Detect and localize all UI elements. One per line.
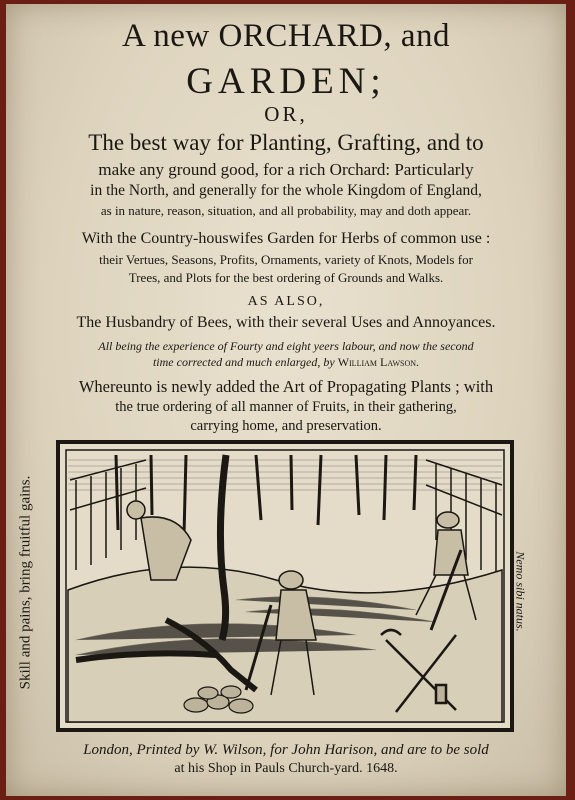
experience-line-2 xyxy=(6,355,566,370)
woodcut-illustration xyxy=(56,440,514,732)
also-heading: AS ALSO, xyxy=(247,294,325,309)
imprint-line-2: at his Shop in Pauls Church-yard. 1648. xyxy=(174,761,398,776)
title-line-3: OR, xyxy=(264,102,308,126)
experience-prefix: time corrected and much enlarged, by xyxy=(152,355,338,369)
garden-line-1: With the Country-houswifes Garden for Herbs of common use : xyxy=(81,230,491,247)
added-line-3: carrying home, and preservation. xyxy=(190,418,382,434)
added-line-2: the true ordering of all manner of Fruits, in their gathering, xyxy=(115,399,457,415)
garden-line-2: their Vertues, Seasons, Profits, Ornaments, variety of Knots, Models for xyxy=(99,252,473,267)
subtitle-line-1: The best way for Planting, Grafting, and to xyxy=(88,130,484,155)
subtitle-line-3: in the North, and generally for the whole Kingdom of England, xyxy=(90,182,482,199)
author-name: William Lawson. xyxy=(337,355,420,369)
title-page xyxy=(6,4,566,796)
motto-right: Nemo sibi natus. xyxy=(513,551,528,632)
experience-line-1: All being the experience of Fourty and eight yeers labour, and now the second xyxy=(98,339,474,353)
imprint-line-1: London, Printed by W. Wilson, for John Harison, and are to be sold xyxy=(83,742,489,758)
subtitle-line-4: as in nature, reason, situation, and all probability, may and doth appear. xyxy=(100,203,472,218)
garden-line-3: Trees, and Plots for the best ordering of Grounds and Walks. xyxy=(128,270,444,285)
title-line-1: A new ORCHARD, and xyxy=(122,18,450,54)
subtitle-line-2: make any ground good, for a rich Orchard: Particularly xyxy=(98,160,474,179)
also-line-1: The Husbandry of Bees, with their several Uses and Annoyances. xyxy=(76,314,496,331)
title-line-2: GARDEN; xyxy=(186,61,386,102)
added-line-1: Whereunto is newly added the Art of Propagating Plants ; with xyxy=(78,377,494,396)
motto-left: Skill and pains, bring fruitful gains. xyxy=(17,475,34,690)
